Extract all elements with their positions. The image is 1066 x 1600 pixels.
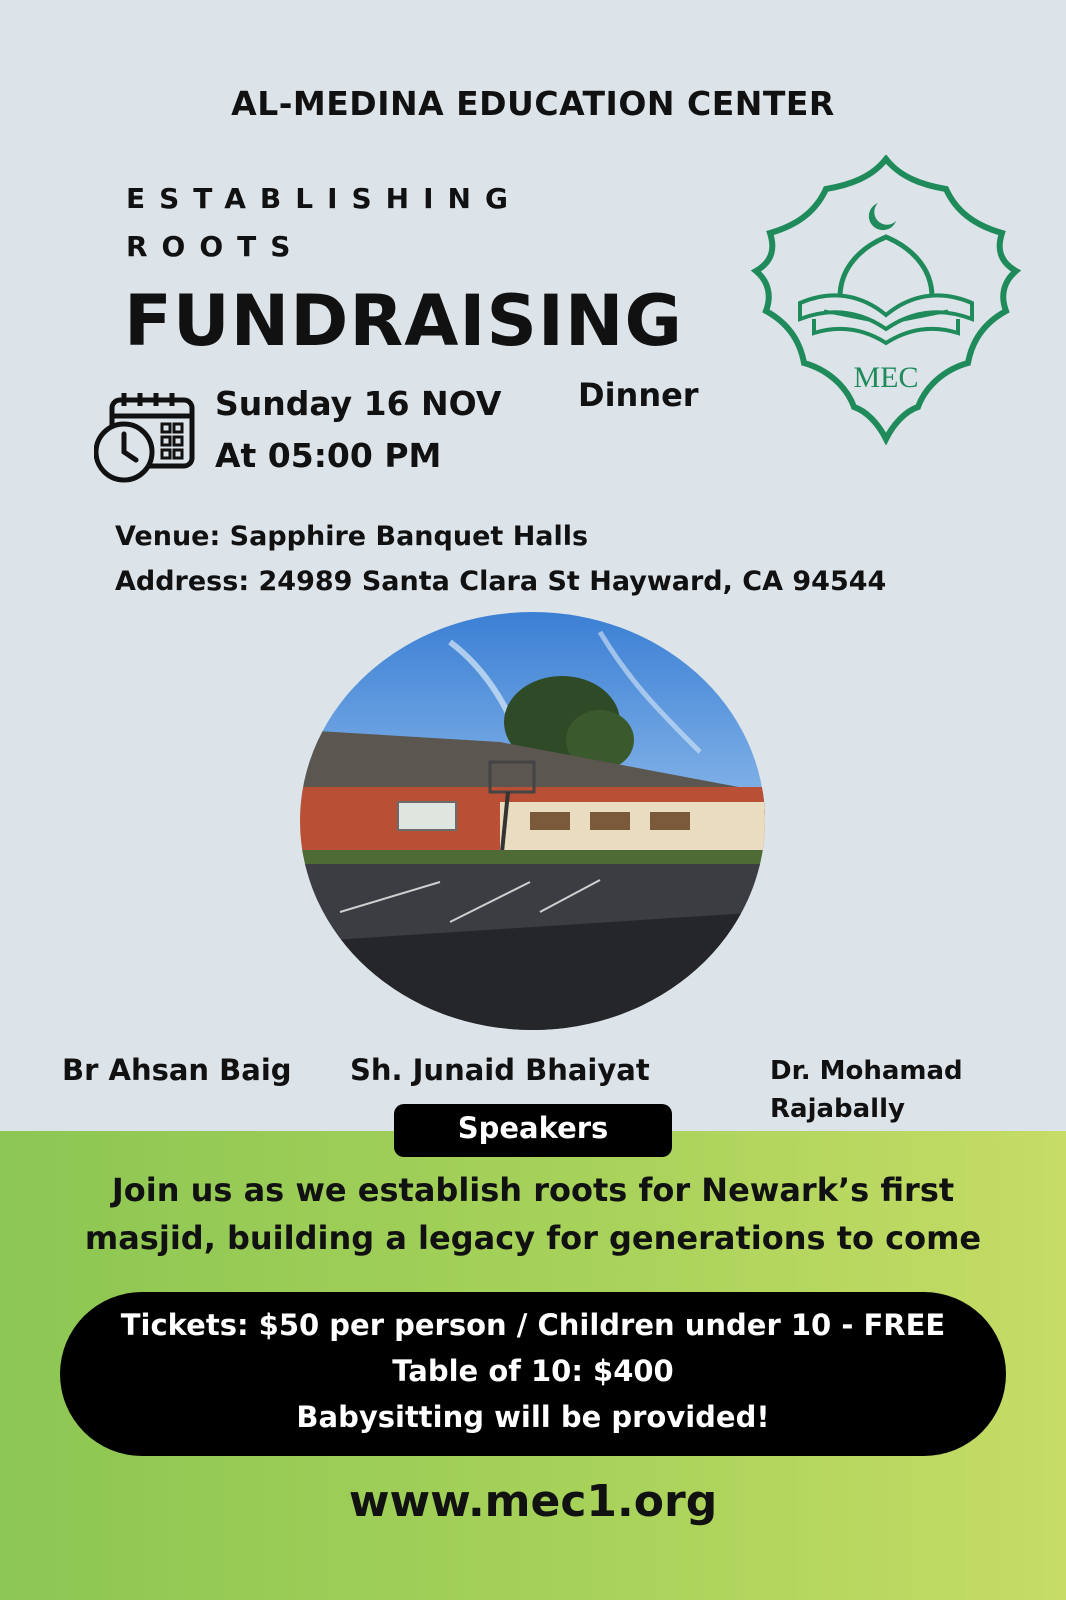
mec-logo bbox=[750, 155, 1022, 445]
speaker-3-line2: Rajabally bbox=[770, 1094, 905, 1124]
tickets-line3: Babysitting will be provided! bbox=[296, 1400, 770, 1434]
tickets-line2: Table of 10: $400 bbox=[392, 1354, 674, 1388]
tickets-line1: Tickets: $50 per person / Children under 10 - FREE bbox=[120, 1308, 946, 1342]
speakers-label: Speakers bbox=[394, 1104, 672, 1157]
tickets-box bbox=[60, 1292, 1006, 1456]
calendar-clock-icon bbox=[94, 390, 204, 490]
organization-title: AL-MEDINA EDUCATION CENTER bbox=[231, 84, 835, 123]
tagline-line2: ROOTS bbox=[126, 230, 305, 263]
headline: FUNDRAISING bbox=[124, 280, 683, 362]
address-line: Address: 24989 Santa Clara St Hayward, CA 94544 bbox=[115, 566, 887, 597]
speaker-1: Br Ahsan Baig bbox=[62, 1053, 292, 1087]
message-line1: Join us as we establish roots for Newark’s first bbox=[111, 1171, 955, 1209]
website-link[interactable]: www.mec1.org bbox=[348, 1476, 718, 1527]
event-message bbox=[40, 1166, 1026, 1262]
svg-text:MEC: MEC bbox=[853, 361, 919, 394]
speaker-3 bbox=[770, 1052, 1010, 1128]
tagline-line1: ESTABLISHING bbox=[126, 182, 522, 215]
event-date: Sunday 16 NOV bbox=[215, 384, 502, 423]
speaker-3-line1: Dr. Mohamad bbox=[770, 1056, 963, 1086]
venue-photo bbox=[300, 612, 765, 1030]
venue-line: Venue: Sapphire Banquet Halls bbox=[115, 521, 589, 552]
event-time: At 05:00 PM bbox=[215, 436, 442, 475]
message-line2: masjid, building a legacy for generations to come bbox=[84, 1219, 982, 1257]
speaker-2: Sh. Junaid Bhaiyat bbox=[350, 1053, 650, 1087]
event-type: Dinner bbox=[578, 376, 699, 414]
